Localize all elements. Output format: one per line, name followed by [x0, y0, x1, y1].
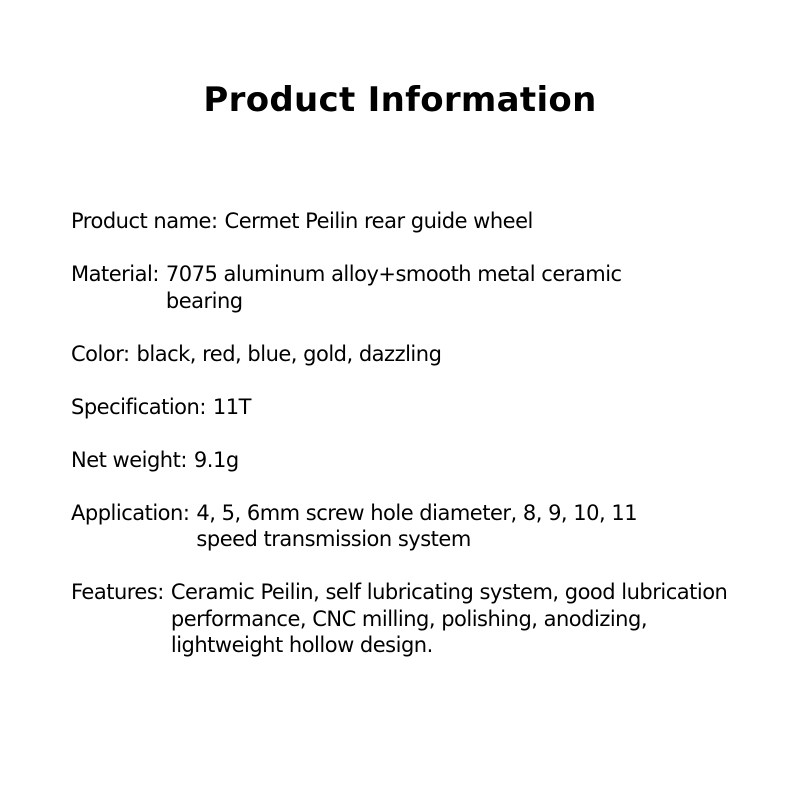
spec-row-product-name — [71, 208, 771, 235]
spec-value: 7075 aluminum alloy+smooth metal ceramic bearing — [165, 262, 622, 313]
spec-value: 9.1g — [193, 447, 239, 472]
spec-label: Application: — [71, 500, 190, 525]
spec-row-application — [71, 500, 771, 553]
spec-label: Color: — [71, 341, 130, 366]
spec-row-material — [71, 261, 771, 314]
spec-list — [71, 208, 771, 685]
spec-value: Ceramic Peilin, self lubricating system, good lubrication performance, CNC milling, polishing, anodizing, lightweight hollow design. — [170, 580, 728, 657]
spec-row-net-weight — [71, 447, 771, 474]
spec-label: Features: — [71, 580, 164, 604]
spec-label: Product name: — [71, 209, 218, 233]
spec-row-specification — [71, 394, 771, 421]
spec-value: black, red, blue, gold, dazzling — [136, 341, 442, 366]
spec-label: Net weight: — [71, 447, 187, 472]
spec-value: 4, 5, 6mm screw hole diameter, 8, 9, 10, 11 speed transmission system — [196, 500, 638, 551]
spec-label: Specification: — [71, 394, 206, 419]
spec-row-color — [71, 341, 771, 368]
spec-value: Cermet Peilin rear guide wheel — [224, 209, 533, 233]
spec-label: Material: — [71, 262, 159, 286]
spec-row-features — [71, 579, 771, 659]
spec-value: 11T — [212, 394, 251, 419]
page-title: Product Information — [203, 80, 597, 120]
